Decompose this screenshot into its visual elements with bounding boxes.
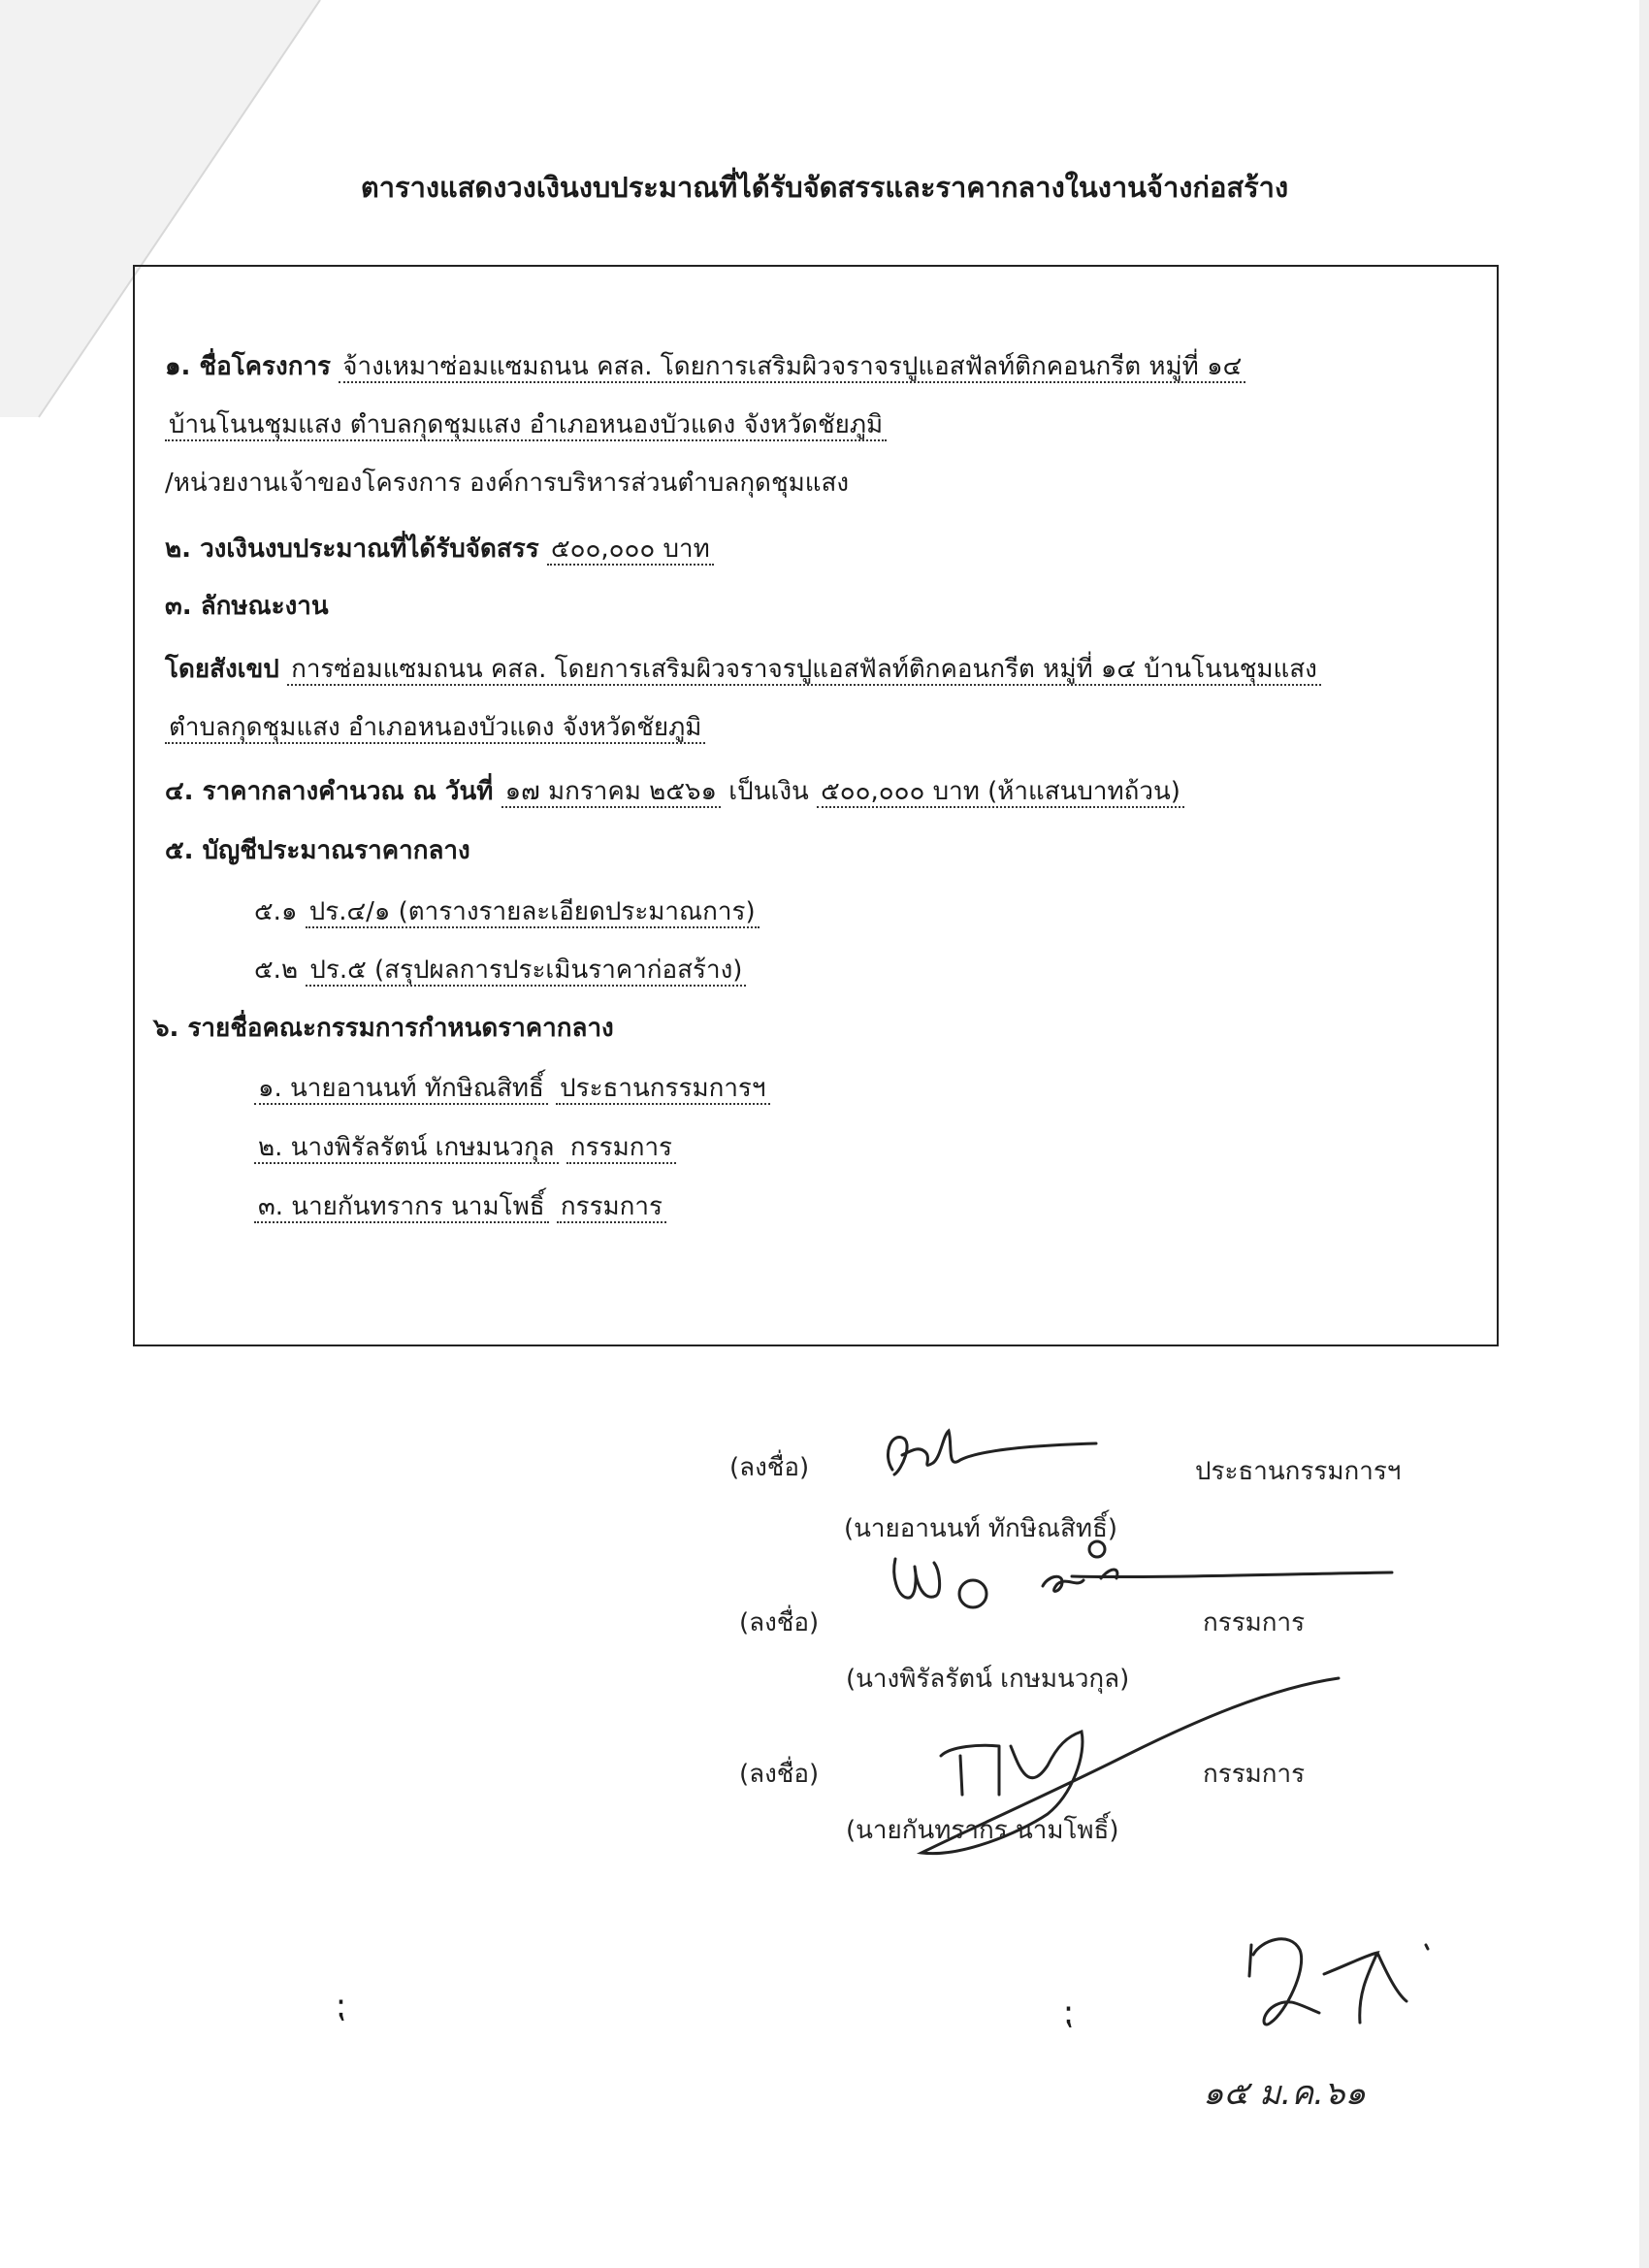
work-type-row	[165, 587, 329, 626]
project-name-value: จ้างเหมาซ่อมแซมถนน คสล. โดยการเสริมผิวจราจรปูแอสฟัลท์ติกคอนกรีต หมู่ที่ ๑๔	[339, 352, 1245, 383]
work-summary-label: โดยสังเขป	[165, 655, 279, 684]
handwritten-signature-2	[878, 1538, 1402, 1630]
signature-name: (นายอานนท์ ทักษิณสิทธิ์)	[844, 1514, 1118, 1543]
handwritten-date: ๑๕ ม.ค.๖๑	[1203, 2074, 1367, 2113]
estimate-list-row	[165, 831, 470, 870]
signature-prefix: (ลงชื่อ)	[729, 1453, 810, 1482]
signature-prefix: (ลงชื่อ)	[739, 1760, 820, 1789]
estimate-item-text: ปร.๕ (สรุปผลการประเมินราคาก่อสร้าง)	[306, 956, 746, 987]
handwritten-signature-1	[873, 1416, 1106, 1494]
handwritten-signature-3	[902, 1649, 1348, 1863]
estimate-item	[254, 892, 760, 931]
estimate-item-text: ปร.๔/๑ (ตารางรายละเอียดประมาณการ)	[306, 897, 760, 928]
work-summary-value: การซ่อมแซมถนน คสล. โดยการเสริมผิวจราจรปูแอสฟัลท์ติกคอนกรีต หมู่ที่ ๑๔ บ้านโนนชุมแสง	[287, 655, 1321, 686]
committee-member-name: ๓. นายกันทรากร นามโพธิ์	[254, 1192, 549, 1223]
work-summary-row	[165, 650, 1321, 689]
committee-member	[254, 1069, 770, 1108]
project-owner-row	[165, 464, 849, 502]
committee-row	[153, 1009, 614, 1048]
estimate-item	[254, 951, 746, 989]
median-price-date: ๑๗ มกราคม ๒๕๖๑	[501, 777, 721, 808]
estimate-item-no: ๕.๒	[254, 956, 299, 985]
project-location-value: บ้านโนนชุมแสง ตำบลกุดชุมแสง อำเภอหนองบัวแดง จังหวัดชัยภูมิ	[165, 410, 887, 441]
document-title: ตารางแสดงวงเงินงบประมาณที่ได้รับจัดสรรและราคากลางในงานจ้างก่อสร้าง	[360, 171, 1289, 204]
committee-member-role: กรรมการ	[566, 1133, 676, 1164]
signature-name: (นายกันทรากร นามโพธิ์)	[846, 1816, 1119, 1845]
budget-label: ๒. วงเงินงบประมาณที่ได้รับจัดสรร	[165, 535, 539, 564]
project-name-row-2	[165, 405, 887, 444]
budget-row	[165, 530, 714, 568]
signature-prefix: (ลงชื่อ)	[739, 1608, 820, 1637]
committee-member-role: กรรมการ	[557, 1192, 666, 1223]
margin-mark: ⁏	[335, 1987, 346, 2025]
committee-member	[254, 1128, 676, 1167]
work-summary-value-2: ตำบลกุดชุมแสง อำเภอหนองบัวแดง จังหวัดชัยภูมิ	[165, 713, 705, 744]
project-name-label: ๑. ชื่อโครงการ	[165, 352, 332, 381]
project-owner-value: /หน่วยงานเจ้าของโครงการ องค์การบริหารส่วนตำบลกุดชุมแสง	[165, 469, 850, 498]
margin-mark: ⁏	[1062, 1993, 1074, 2032]
signature-role: กรรมการ	[1203, 1608, 1306, 1637]
median-price-label: ๔. ราคากลางคำนวณ ณ วันที่	[165, 777, 494, 806]
median-price-row	[165, 772, 1184, 811]
handwritten-initials	[1232, 1916, 1465, 2042]
committee-member-name: ๒. นางพิรัลรัตน์ เกษมนวกุล	[254, 1133, 559, 1164]
estimate-item-no: ๕.๑	[254, 897, 298, 926]
committee-member-role: ประธานกรรมการฯ	[556, 1074, 769, 1105]
estimate-list-label: ๕. บัญชีประมาณราคากลาง	[165, 836, 470, 865]
signature-name: (นางพิรัลรัตน์ เกษมนวกุล)	[846, 1665, 1130, 1694]
signature-role: ประธานกรรมการฯ	[1195, 1457, 1402, 1486]
committee-member-name: ๑. นายอานนท์ ทักษิณสิทธิ์	[254, 1074, 548, 1105]
project-name-row	[165, 347, 1245, 386]
work-summary-row-2	[165, 708, 705, 747]
signature-role: กรรมการ	[1203, 1760, 1306, 1789]
committee-member	[254, 1187, 666, 1226]
median-price-amount-label: เป็นเงิน	[728, 777, 809, 806]
committee-label: ๖. รายชื่อคณะกรรมการกำหนดราคากลาง	[153, 1014, 614, 1043]
median-price-amount: ๕๐๐,๐๐๐ บาท (ห้าแสนบาทถ้วน)	[817, 777, 1184, 808]
budget-value: ๕๐๐,๐๐๐ บาท	[547, 535, 714, 566]
work-type-label: ๓. ลักษณะงาน	[165, 592, 329, 621]
